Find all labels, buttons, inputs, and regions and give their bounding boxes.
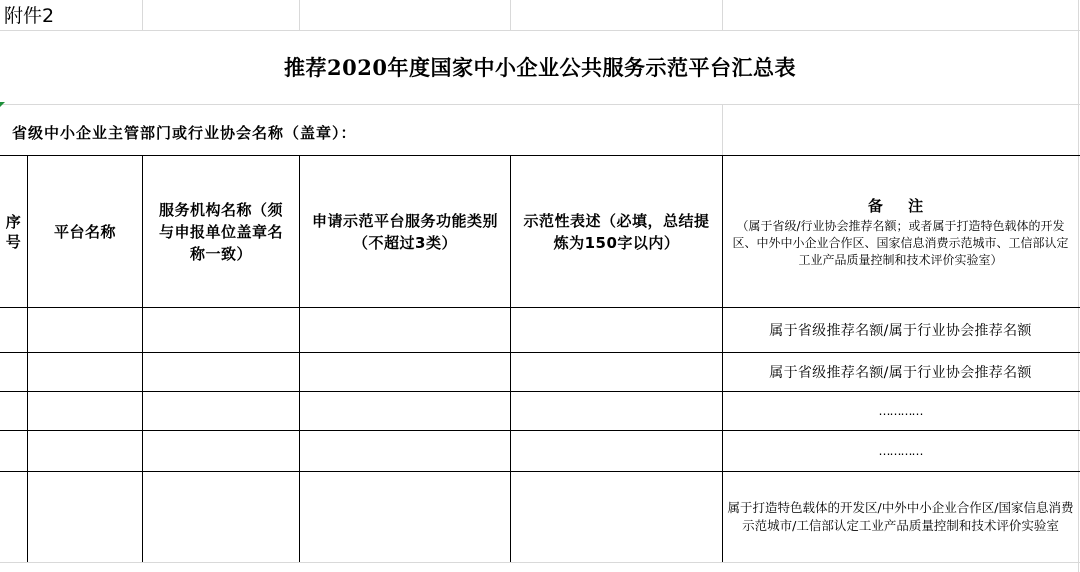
header-org-name — [143, 156, 299, 307]
table-cell-empty[interactable] — [511, 308, 722, 352]
table-cell-empty[interactable] — [0, 308, 27, 352]
header-platform-name — [28, 156, 142, 307]
table-cell-empty[interactable] — [28, 308, 142, 352]
header-seq — [0, 156, 27, 307]
header-remark-title: 备 注 — [867, 196, 934, 215]
gridline — [0, 562, 1080, 563]
remark-text: ………… — [878, 444, 923, 458]
header-service-type-label: 申请示范平台服务功能类别（不超过3类） — [312, 211, 499, 252]
gridline — [722, 0, 723, 30]
header-demo-desc-label: 示范性表述（必填，总结提炼为150字以内） — [523, 211, 710, 252]
table-row-remark[interactable] — [723, 392, 1078, 430]
gridline — [510, 0, 511, 30]
header-demo-desc — [511, 156, 722, 307]
header-service-type — [300, 156, 510, 307]
gridline — [0, 104, 1080, 105]
table-cell-empty[interactable] — [300, 308, 510, 352]
header-remark — [723, 156, 1078, 307]
remark-text: 属于省级推荐名额/属于行业协会推荐名额 — [769, 365, 1032, 381]
cell-marker — [0, 102, 5, 107]
gridline — [142, 0, 143, 30]
gridline — [0, 30, 1080, 31]
table-cell-empty[interactable] — [143, 308, 299, 352]
header-platform-name-label: 平台名称 — [53, 222, 116, 241]
header-seq-label: 序号 — [5, 212, 22, 251]
table-row-remark[interactable] — [723, 353, 1078, 391]
gridline — [1078, 0, 1079, 572]
page-title: 推荐2020年度国家中小企业公共服务示范平台汇总表 — [284, 55, 796, 80]
table-row-remark[interactable] — [723, 431, 1078, 471]
province-label: 省级中小企业主管部门或行业协会名称（盖章）： — [12, 124, 357, 142]
remark-text: ………… — [878, 404, 923, 418]
remark-text: 属于打造特色载体的开发区/中外中小企业合作区/国家信息消费示范城市/工信部认定工业产品质量控制和技术评价实验室 — [727, 500, 1074, 533]
remark-text: 属于省级推荐名额/属于行业协会推荐名额 — [769, 323, 1032, 339]
header-org-name-label: 服务机构名称（须与申报单位盖章名称一致） — [158, 200, 283, 263]
header-remark-note: （属于省级/行业协会推荐名额；或者属于打造特色载体的开发区、中外中小企业合作区、国家信息消费示范城市、工信部认定工业产品质量控制和技术评价实验室） — [732, 218, 1069, 267]
gridline — [722, 104, 723, 155]
table-row-remark[interactable] — [723, 308, 1078, 352]
attachment-label: 附件2 — [4, 5, 55, 27]
table-row-remark[interactable] — [723, 472, 1078, 562]
gridline — [299, 0, 300, 30]
